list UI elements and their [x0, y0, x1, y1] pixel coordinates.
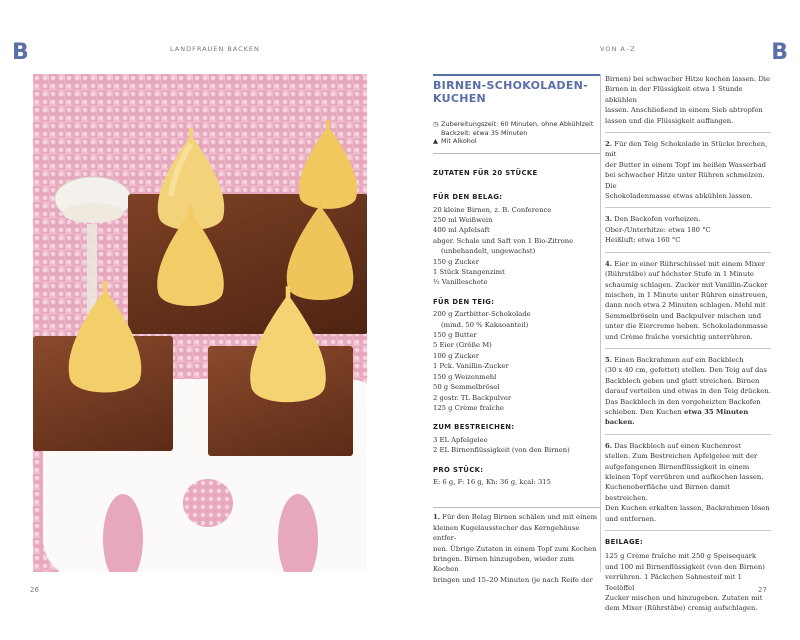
belag-list: 20 kleine Birnen, z. B. Conference 250 ml Weißwein 400 ml Apfelsaft abger. Schale und Saft von 1 Bio-Zitrone (unbehandelt, ungewachst) 150 g Zucker 1 Stück Stangenzimt ½ Vanilleschote [433, 205, 574, 287]
nutrition-values: E: 6 g, F: 16 g, Kh: 36 g, kcal: 315 [433, 477, 551, 486]
step-3: 3. Den Backofen vorheizen. Ober-/Unterhitze: etwa 180 °C Heißluft: etwa 160 °C [605, 214, 771, 252]
clock-icon: ◷ [433, 120, 439, 128]
title-rule [433, 74, 601, 76]
step-2: 2. Für den Teig Schokolade in Stücke brechen, mit der Butter in einem Topf im heißen Wasserbad bei schwacher Hitze unter Rühren schmelzen. Die Schokoladenmasse etwas abkühlen lassen. [605, 139, 771, 208]
recipe-column-left [433, 74, 601, 585]
step-6: 6. Das Backblech auf einen Kuchenrost stellen. Zum Bestreichen Apfelgelee mit der aufgefangenen Birnenflüssigkeit in einem kleinen Topf verrühren und aufkochen lassen. Kuchenoberfläche und Birnen damit bestreichen. Den Kuchen erkalten lassen, Backrahmen lösen und entfernen. [605, 441, 771, 531]
running-head-right: VON A–Z [600, 45, 636, 53]
teig-heading: FÜR DEN TEIG: [433, 297, 495, 306]
page-number-right: 27 [758, 586, 767, 594]
running-head-left: LANDFRAUEN BACKEN [170, 45, 260, 53]
step-5: 5. Einen Backrahmen auf ein Backblech (30 x 40 cm, gefettet) stellen. Den Teig auf das Backblech geben und glatt streichen. Birnen darauf verteilen und etwas in den Teig drücken. Das Backblech in den vorgeheizten Backofen schieben. Den Kuchen etwa 35 Minuten backen. [605, 355, 771, 435]
alcohol-icon: ▲ [433, 137, 438, 146]
recipe-photo [33, 74, 367, 572]
pro-stueck-heading: PRO STÜCK: [433, 465, 484, 474]
teig-list: 200 g Zartbitter-Schokolade (mind. 50 % Kakaoanteil) 150 g Butter 5 Eier (Größe M) 100 g Zucker 1 Pck. Vanillin-Zucker 150 g Weizenmehl 50 g Semmelbrösel 2 gestr. TL Backpulver 125 g Crème fraîche [433, 310, 531, 412]
bestreichen-list: 3 EL Apfelgelee 2 EL Birnenflüssigkeit (von den Birnen) [433, 435, 570, 455]
column-divider [600, 74, 601, 572]
step-1-continued: Birnen) bei schwacher Hitze kochen lassen. Die Birnen in der Flüssigkeit etwa 1 Stunde abkühlen lassen. Anschließend in einem Sieb abtropfen lassen und die Flüssigkeit auffangen. [605, 74, 771, 133]
recipe-meta: ◷ Zubereitungszeit: 60 Minuten, ohne Abkühlzeit Backzeit: etwa 35 Minuten ▲ Mit Alkohol [433, 120, 594, 146]
recipe-title: BIRNEN-SCHOKOLADEN- KUCHEN [433, 79, 589, 105]
recipe-column-right [605, 74, 771, 626]
plate-hole [183, 479, 233, 527]
step-4: 4. Eier in einer Rührschüssel mit einem Mixer (Rührstäbe) auf höchster Stufe in 1 Minute schaumig schlagen. Zucker mit Vanillin-Zucker mischen, in 1 Minute unter Rühren einstreuen, dann noch etwa 2 Minuten schlagen. Mehl mit Semmelbröseln und Backpulver mischen und unter die Eiercreme heben. Schokoladenmasse und Crème fraîche vorsichtig unterrühren. [605, 259, 771, 349]
step-1: 1. Für den Belag Birnen schälen und mit einem kleinen Kugelausstecher das Kerngehäuse entfer- nen. Übrige Zutaten in einem Topf zum Kochen bringen. Birnen hinzugeben, wieder zum Kochen bringen und 15–20 Minuten (je nach Reife der [433, 513, 598, 584]
page-number-left: 26 [30, 586, 39, 594]
pear [143, 202, 238, 312]
beilage-section: BEILAGE: 125 g Crème fraîche mit 250 g Speisequark und 100 ml Birnenflüssigkeit (von den Birnen) verrühren. 1 Päckchen Sahnesteif mit 1 Teelöffel Zucker mischen und hinzugeben. Zutaten mit dem Mixer (Rührstäbe) cremig aufschlagen. [605, 537, 771, 620]
beilage-heading: BEILAGE: [605, 538, 644, 547]
pear [55, 279, 155, 399]
servings-heading: ZUTATEN FÜR 20 STÜCKE [433, 168, 538, 177]
bestreichen-heading: ZUM BESTREICHEN: [433, 423, 515, 432]
pear [238, 284, 338, 409]
belag-heading: FÜR DEN BELAG: [433, 193, 503, 202]
chapter-tab-right: B [771, 40, 788, 65]
chapter-tab-left: B [12, 40, 29, 65]
